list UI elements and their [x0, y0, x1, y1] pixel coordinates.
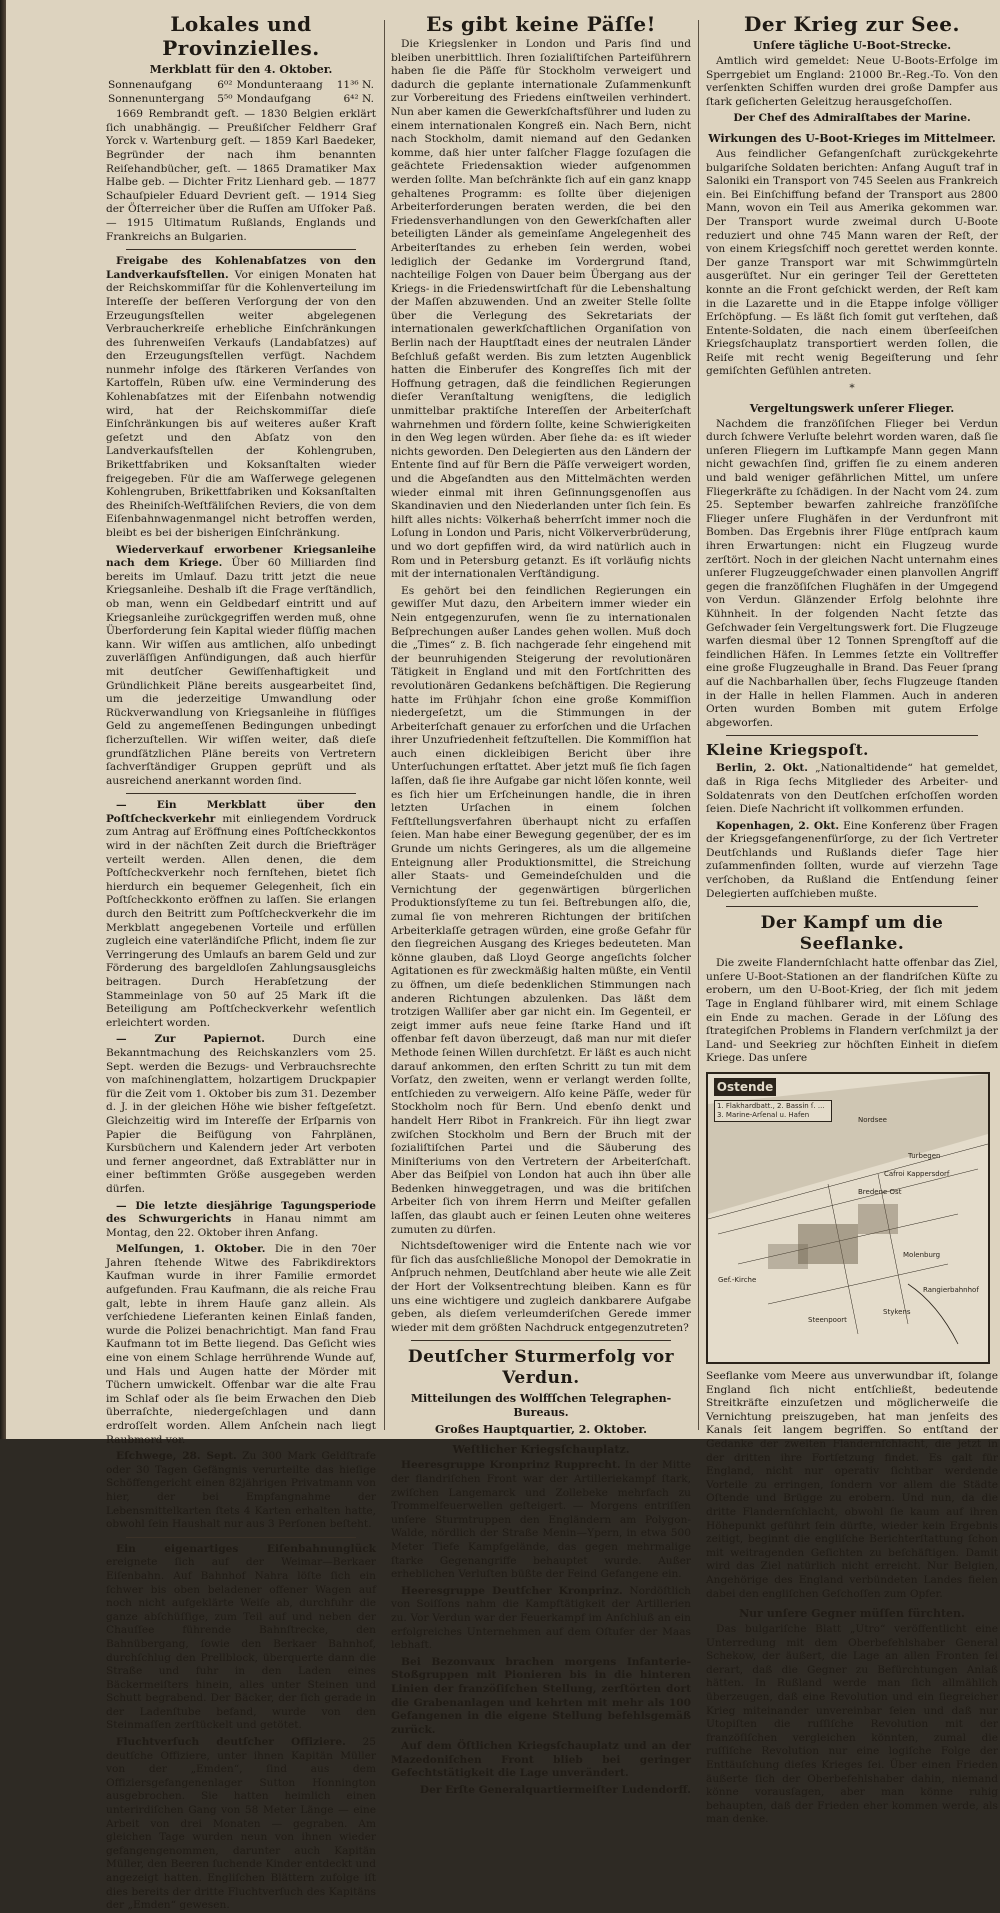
divider — [726, 906, 978, 907]
section-mediterranean: Wirkungen des U-Boot-Krieges im Mittelmeer. — [708, 131, 996, 145]
signature-admiralty: Der Chef des Admiralſtabes der Marine. — [733, 112, 971, 125]
report-rupprecht — [391, 1459, 691, 1581]
article-body: mit einliegendem Vordruck zum Antrag auf Eröffnung eines Poſtſcheckkontos wird in der nächſten Zeit durch die Briefträger verteilt werden. Allen denen, die dem Poſtſcheckverkehr noch fernſtehen, bietet ſich hierdurch ein bequemer Gelegenheit, ſich ein Poſtſcheckkonto eröffnen zu laſſen. Sie erlangen durch den Beitritt zum Poſtſcheckverkehr die im Merkblatt angegebenen Vorteile und erfüllen zugleich eine vaterländiſche Pflicht, indem ſie zur Verringerung des Umlaufs an barem Geld und zur Förderung des bargeldloſen Zahlungsausgleichs beitragen. Durch Herabſetzung der Stammeinlage von 50 auf 25 Mark iſt die Beteiligung am Poſtſcheckverkehr weſentlich erleichtert worden. — [106, 812, 377, 1029]
report-copenhagen — [706, 820, 998, 902]
article-body: In der Mitte der flandriſchen Front war der Artilleriekampf ſtark, zwiſchen Langemarck und Zollebeke mehrfach zu Trommelfeuerwellen geſteigert. — Morgens entriſſen unſere Sturmtruppen den Engländern am Polygon-Walde, nördlich der Straße Menin—Ypern, in etwa 500 Meter Tiefe Kampfgelände, das gegen mehrmalige ſtarke Gegenangriffe behauptet wurde. Außer erheblichen Verluſten büßte der Feind Gefangene ein. — [391, 1459, 691, 1581]
article-body: Die in den 70er Jahren ſtehende Witwe des Fabrikdirektors Kaufman wurde in ihrer Familie ermordet aufgefunden. Frau Kaufmann, die als reiche Frau galt, lebte in ihrem Hauſe ganz allein. Als verſchiedene Lieferanten keinen Einlaß fanden, wurde die Polizei benachrichtigt. Man fand Frau Kaufmann tot im Bette liegend. Das Geſicht wies eine von einem Schlage herrührende Wunde auf, und Hals und Augen hatte der Mörder mit Tüchern umwickelt. Offenbar war die alte Frau im Schlaf oder als ſie beim Erwachen den Dieb überraſchte, niedergeſchlagen und dann erdroſſelt worden. Allem Anſchein nach liegt Raubmord vor. — [106, 1243, 376, 1446]
article-lead: Berlin, 2. Okt. — [716, 762, 808, 775]
article-lead: Heeresgruppe Kronprinz Rupprecht. — [401, 1459, 621, 1472]
article-eschwege — [106, 1450, 376, 1532]
paragraph-eastern-front: Auf dem Öſtlichen Kriegsſchauplatz und an der Mazedoniſchen Front blieb bei geringer Gefechtstätigkeit die Lage unverändert. — [391, 1740, 691, 1780]
paragraph: Seeflanke vom Meere aus unverwundbar iſt, ſolange England ſich nicht entſchließt, bedeutende Streitkräfte einzuſetzen und möglicherweiſe die Vernichtung preiszugeben, hat man jenſeits des Kanals ſeit langem begriffen. So entſtand der Gedanke der zweiten Flandernſchlacht, die jetzt in der dritten ihre Fortſetzung findet. Es galt für England, nicht nur operativ ſichtbar werdende Vorteile zu erringen, ſondern vor allem die Städte Oſtende und Brügge zu erobern. Und nun, da die dritte Flandernſchlacht, obwohl ſie kaum auf ihren Höhepunkt geführt ſein dürfte, wieder kein Ergebnis zeitigt, beginnt die engliſche Berichterſtattung ſchon mit weitragenden Geſichten zu beſchäftigen. Damit wird das Ziel natürlich nicht erreicht. Nur Belgien, Angehörige des England verbündeten Landes fielen dabei den engliſchen Geſchoſſen zum Opfer. — [706, 1370, 998, 1600]
column-naval-war — [706, 10, 998, 1826]
headline-no-passports: Es gibt keine Päſſe! — [426, 12, 656, 36]
column-rule — [698, 20, 699, 1430]
paragraph: Das bulgariſche Blatt „Utro“ veröffentlicht eine Unterredung mit dem Oberbefehlshaber General Schekow, der äußert, die Lage an allen Fronten ſei derart, daß die Gegner zu Befürchtungen Anlaß hätten. In Rußland werde man ſich allmählich überzeugen, daß eine Revolution und ein ſiegreicher Krieg miteinander unvereinbar ſeien und daß nur Utopiſten die ruſſiſche Revolution mit der franzöſiſchen vergleichen könnten, zumal die ruſſiſche Revolution nur eine logiſche Folge der Enttäuſchung dieſes Krieges ſei. Über einen Frieden äußerte ſich der Oberbefehlshaber dahin, niemand könne vorausſagen, aber man könne ruhig behaupten, daß der Frieden eher kommen werde, als man denke. — [706, 1623, 998, 1826]
article-paper-shortage — [106, 1033, 376, 1196]
paragraph: Aus feindlicher Gefangenſchaft zurückgekehrte bulgariſche Soldaten berichten: Anfang Auguſt traf in Saloniki ein Transport von 745 Seelen aus Frankreich ein. Bei Einſchiffung befand der Transport aus 2800 Mann, wovon ein Teil aus Amerika gekommen war. Der Transport wurde zweimal durch U-Boote reduziert und ohne 745 Mann waren der Reſt, der von einem Kriegsſchiff noch gerettet werden konnte. Der ganze Transport war mit Schwimmgürteln ausgerüſtet. Nur ein geringer Teil der Geretteten konnte an die Front geſchickt werden, der Reſt kam in die Lazarette und in die Etappe infolge völliger Erſchöpfung. — Es läßt ſich ſomit gut verſtehen, daß Entente-Soldaten, die nach einem überſeeiſchen Kriegsſchauplatz transportiert werden ſollen, die Reiſe mit recht wenig Begeiſterung und ſehr gemiſchten Gefühlen antreten. — [706, 147, 998, 378]
article-lead: Heeresgruppe Deutſcher Kronprinz. — [401, 1584, 623, 1597]
article-body: ereignete ſich auf der Weimar—Berkaer Eiſenbahn. Auf Bahnhof Nahra löſte ſich ein ſchwer bis oben beladener offener Wagen auf noch nicht aufgeklärte Weiſe ab, durchfuhr die ganze abſchüſſige, zum Teil auf und neben der Chauſſee führende Bahnſtrecke, den Bahnübergang, ſowie den Berkaer Bahnhof, durchſchlug den Prellblock, überquerte dann die Straße und fuhr in den Laden eines Bäckermeiſters hinein, alles unter Steinen und Schutt begrabend. Der Bäcker, der ſich gerade in der Ladenſtube befand, wurde von den Steinmaſſen zerſtückelt und getötet. — [106, 1556, 376, 1732]
moonset-time: 11³⁶ N. — [336, 79, 374, 91]
moonrise-label: Mondaufgang — [236, 92, 312, 105]
table-row — [106, 93, 376, 107]
map-title: Ostende — [714, 1078, 776, 1096]
legend-item: 3. Marine-Arſenal u. Hafen — [717, 1111, 810, 1119]
article-lead: — Die letzte diesjährige Tagungsperiode des Schwurgerichts — [106, 1199, 376, 1226]
article-lead: Kopenhagen, 2. Okt. — [716, 819, 840, 832]
map-label: Bredene Ost — [858, 1188, 902, 1196]
article-body: Vor einigen Monaten hat der Reichskommiſſar für die Kohlenverteilung im Intereſſe der beſſeren Verſorgung der von den Erzeugungsſtellen weiter abgelegenen Verbraucherkreiſe erhebliche Einſchränkungen des ſuhrenweiſen Verkaufs (Landabſatzes) auf den Erzeugungsſtellen verfügt. Nachdem nunmehr infolge des ſtärkeren Verſandes von Kartoffeln, Rüben uſw. eine Verminderung des Kohlenabſatzes mit der Eiſenbahn notwendig wird, hat der Reichskommiſſar dieſe Einſchränkungen bis auf weiteres außer Kraft geſetzt und den Abſatz von den Landverkaufsſtellen der Kohlengruben, Brikettfabriken und Koksanſtalten wieder freigegeben. Für die am Waſſerwege gelegenen Kohlengruben, Brikettfabriken und Koksanſtalten des Rheiniſch-Weſtfäliſchen Reviers, die von dem Eiſenbahnwagenmangel nicht betroffen werden, bleibt es bei der bisherigen Einſchränkung. — [106, 268, 377, 539]
sunrise-time: 6⁰² — [217, 79, 233, 91]
article-coal — [106, 255, 376, 540]
divider — [126, 249, 356, 250]
headline-war-at-sea: Der Krieg zur See. — [743, 12, 960, 36]
sunset-label: Sonnenuntergang — [108, 92, 205, 105]
article-melsungen — [106, 1243, 376, 1447]
map-label: Rangierbahnhof — [923, 1286, 979, 1294]
map-label: Molenburg — [903, 1251, 941, 1259]
asterisk-separator: * — [849, 382, 855, 395]
article-body: in Hanau nimmt am Montag, den 22. Oktober ihren Anfang. — [106, 1213, 376, 1239]
dateline: Großes Hauptquartier, 2. Oktober. — [435, 1423, 647, 1437]
table-row — [106, 79, 376, 93]
section-title-local: Lokales und Provinzielles. — [162, 12, 320, 60]
map-label: Steenpoort — [808, 1316, 847, 1324]
article-court-session — [106, 1200, 376, 1241]
sunrise-label: Sonnenaufgang — [108, 79, 193, 91]
map-label: Nordsee — [858, 1116, 887, 1124]
map-label: Stykens — [883, 1308, 911, 1316]
newspaper-page — [6, 0, 1000, 1912]
article-lead: Ein eigenartiges Eiſenbahnunglück — [116, 1542, 376, 1555]
article-body: Nordöſtlich von Soiſſons nahm die Kampftätigkeit der Artillerien zu. Vor Verdun war der Feuerkampf im Anſchluß an ein erfolgreiches Unternehmen auf dem Oſtufer der Maas lebhaft. — [391, 1584, 691, 1652]
section-opponents-fear: Nur unſere Gegner müſſen fürchten. — [739, 1607, 965, 1621]
map-label: Turbegen — [908, 1152, 941, 1160]
divider — [411, 1340, 671, 1341]
town-block — [768, 1244, 808, 1269]
subheading-uboat: Unſere tägliche U-Boot-Strecke. — [752, 39, 952, 52]
paragraph: Die zweite Flandernſchlacht hatte offenbar das Ziel, unſere U-Boot-Stationen an der flandriſchen Küſte zu erobern, um den U-Boot-Krieg, der ſich mit jedem Tage in England fühlbarer wird, mit einem Schlage ein Ende zu machen. Gerade in der Löſung des ſtrategiſchen Problems in Flandern verſchmilzt ja der Land- und Seekrieg zur höchſten Einheit in dieſem Kriege. Das unſere — [706, 957, 998, 1065]
map-legend — [714, 1100, 832, 1122]
paragraph: Es gehört bei den feindlichen Regierungen ein gewiſſer Mut dazu, den Arbeitern immer wieder ein Nein entgegenzurufen, wenn ſie zu internationalen Beſprechungen außer Landes gehen wollen. Muß doch die „Times“ z. B. ſich nachgerade ſehr eingehend mit der beunruhigenden Steigerung der revolutionären Tätigkeit in England und mit den Fortſchritten des revolutionären Gedankens beſchäftigen. Die Regierung hatte im Frühjahr ſchon eine große Kommiſſion niedergeſetzt, um die Stimmungen in der Arbeiterſchaft genauer zu erforſchen und die Urſachen ihrer Unzufriedenheit feſtzuſtellen. Die Kommiſſion hat auch einen dickleibigen Bericht über ihre Unterſuchungen erſtattet. Aber jetzt muß ſie ſich ſagen laſſen, daß ſie ihre Aufgabe gar nicht löſen konnte, weil es ſich hier um Erſcheinungen handle, die in ihren letzten Urſachen in einem ſolchen Feſtſtellungsverfahren überhaupt nicht zu erfaſſen ſeien. Man habe einer Bewegung gegenüber, der es im Grunde um nichts Geringeres, als um die allgemeine Enteignung aller Produktionsmittel, die Streichung aller Staats- und Gemeindeſchulden und die Vernichtung der gegenwärtigen bürgerlichen Produktionsſyſteme zu tun ſei. Beſtrebungen alſo, die, zumal ſie von mehreren Richtungen der britiſchen Arbeiterklaſſe getragen würden, eine große Gefahr für den ſiegreichen Ausgang des Krieges bedeuteten. Man könne glauben, daß Lloyd George angeſichts ſolcher Agitationen es für zweckmäßig halten müßte, ein Ventil zu öffnen, um dieſe bedenklichen Stimmungen nach anderen Richtungen abzulenken. Das läßt dem trotzigen Walliſer aber gar nicht ein. Im Gegenteil, er zeigt immer aufs neue feine ſtarke Hand und iſt offenbar feſt davon überzeugt, daß man nur mit dieſer Methode ſeinen Willen durchſetzt. Er läßt es auch nicht darauf ankommen, den erſten Schritt zu tun mit dem Vorſatz, den zweiten, wenn er verlangt werden ſollte, entſchieden zu verweigern. Alſo keine Päſſe, weder für Stockholm noch für Bern. Und ebenſo denkt und handelt Herr Ribot in Frankreich. Für ihn liegt zwar zwiſchen Stockholm und Bern der Bruch mit der ſozialiſtiſchen Partei und die Säuberung des Miniſteriums von den Vertretern der Arbeiterſchaft. Aber das Beiſpiel von London hat auch ihn über alle Bedenken hinweggetragen, und was die britiſchen Arbeiter ſich von ihrem Herrn und Meiſter gefallen laſſen, das glaubt auch er ſeinen Leuten ohne weiteres zumuten zu dürfen. — [391, 584, 691, 1236]
moonrise-time: 6⁴² N. — [343, 92, 374, 105]
almanac-text: 1669 Rembrandt geſt. — 1830 Belgien erklärt ſich unabhängig. — Preußiſcher Feldherr Graf Yorck v. Wartenburg geſt. — 1859 Karl Baedeker, Begründer der nach ihm benannten Reiſehandbücher, geſt. — 1865 Dramatiker Max Halbe geb. — Dichter Fritz Lienhard geb. — 1877 Schauſpieler Eduard Devrient geſt. — 1914 Sieg der Öſterreicher über die Ruſſen am Uſſoker Paß. — 1915 Ultimatum Rußlands, Englands und Frankreichs an Bulgarien. — [106, 108, 376, 243]
article-body: 25 deutſche Offiziere, unter ihnen Kapitän Müller von der „Emden“, ſind aus dem Offiziersgefangenenlager Sutton Honnington ausgebrochen. Sie hatten heimlich einen unterirdiſchen Gang von 58 Meter Länge — eine Arbeit von drei Monaten — gegraben. Am gleichen Tage wurden neun von ihnen wieder gefangengenommen, darunter auch Kapitän Müller, den Beeren ſuchende Kinder entdeckt und angezeigt hatten. Engliſchen Blättern zufolge iſt dies bereits der dritte Fluchtverſuch des Kapitäns der „Emden“ gewesen. — [106, 1736, 376, 1912]
paragraph: Nichtsdeſtoweniger wird die Entente nach wie vor für ſich das ausſchließliche Monopol der Demokratie in Anſpruch nehmen, Deutſchland aber heute wie alle Zeit der Hort der Volksentrechtung bleiben. Kann es für uns eine wichtigere und zugleich dankbarere Aufgabe geben, als dieſem verleumderiſchen Gerede immer wieder mit dem größten Nachdruck entgegenzutreten? — [391, 1240, 691, 1334]
article-body: „Nationaltidende“ hat gemeldet, daß in Riga ſechs Mitglieder des Arbeiter- und Soldatenrats von den Deutſchen erſchoſſen worden ſeien. Dieſe Nachricht iſt vollkommen erfunden. — [706, 762, 998, 816]
section-western-front: Weſtlicher Kriegsſchauplatz. — [452, 1443, 630, 1457]
moonset-label: Mondunteraang — [236, 79, 323, 91]
article-postal-cheque — [106, 799, 376, 1030]
article-body: Durch eine Bekanntmachung des Reichskanzlers vom 25. Sept. werden die Bezugs- und Verbrauchsrechte von maſchinenglattem, holzartigem Druckpapier für die Zeit vom 1. Oktober bis zum 31. Dezember d. J. in der gleichen Höhe wie bisher feſtgeſetzt. Gleichzeitig wird im Intereſſe der Erſparnis von Papier die Beifügung von Fahrplänen, Kursbüchern und Kalendern jeder Art verboten und ferner angeordnet, daß Extrablätter nur in einer beſtimmten Größe ausgegeben werden dürfen. — [106, 1033, 376, 1195]
divider — [726, 735, 978, 736]
almanac-heading: Merkblatt für den 4. Oktober. — [149, 63, 333, 76]
article-lead: Melſungen, 1. Oktober. — [116, 1243, 266, 1256]
paragraph-bezonvaux: Bei Bezonvaux brachen morgens Infanterie-Stoßgruppen mit Pionieren bis in die hinteren Linien der franzöſiſchen Stellung, zerſtörten dort die Grabenanlagen und kehrten mit mehr als 100 Gefangenen in die eigene Stellung befehlsgemäß zurück. — [391, 1655, 691, 1736]
article-lead: — Ein Merkblatt über den Poſtſcheckverkehr — [106, 799, 376, 825]
paragraph: Amtlich wird gemeldet: Neue U-Boots-Erfolge im Sperrgebiet um England: 21000 Br.-Reg.-To. Von den verſenkten Schiffen wurden drei große Dampfer aus ſtark geſicherten Geleitzug herausgeſchoſſen. — [706, 55, 998, 108]
article-war-bonds — [106, 544, 376, 789]
column-rule — [384, 20, 385, 1430]
paragraph: Nachdem die franzöſiſchen Flieger bei Verdun durch ſchwere Verluſte belehrt worden waren, daß ſie unſeren Fliegern im Luftkampfe Mann gegen Mann nicht gewachſen ſind, griffen ſie zu einem anderen und bald weniger gefährlichen Mittel, um unſere Fliegerkräfte zu ſchädigen. In der Nacht vom 24. zum 25. September bewarfen zahlreiche franzöſiſche Flieger unſere Flughäfen in der Verdunfront mit Bomben. Das Ergebnis ihrer Flüge entſprach kaum ihren Erwartungen: nicht ein Flugzeug wurde zerſtört. Noch in der gleichen Nacht unternahm eines unſerer Flugzeuggeſchwader einen planvollen Angriff gegen die franzöſiſchen Flughäfen in der Umgegend von Verdun. Glänzender Erfolg belohnte ihre Kühnheit. In der folgenden Nacht ſetzte das Geſchwader ſein Vergeltungswerk fort. Die Flugzeuge warfen diesmal über 12 Tonnen Sprengſtoff auf die feindlichen Häfen. In Lemmes ſetzte ein Volltreffer eine große Flugzeughalle in Brand. Das Feuer ſprang auf die Nachbarhallen über, ſechs Flugzeuge ſtanden in der Halle in hellen Flammen. Auch in anderen Orten wurden Bomben mit gutem Erfolge abgeworfen. — [706, 417, 998, 729]
report-berlin — [706, 762, 998, 816]
article-railway-accident — [106, 1543, 376, 1733]
railway — [768, 1264, 948, 1304]
section-retaliation: Vergeltungswerk unſerer Flieger. — [749, 401, 955, 415]
sun-moon-table — [106, 79, 376, 106]
article-lead: Freigabe des Kohlenabſatzes von den Landverkaufsſtellen. — [106, 255, 376, 281]
town-block — [858, 1204, 898, 1234]
article-body: Zu 300 Mark Geldſtrafe oder 30 Tagen Gefängnis verurteilte das hieſige Schöffengericht einen 82jährigen Privatmann von hier, der bei Empfangnahme der Lebensmittelkarten ſtets 4 Karten erhalten hatte, obwohl ſein Haushalt nur aus 3 Perſonen beſteht. — [106, 1450, 376, 1531]
article-escape-attempt — [106, 1736, 376, 1913]
article-body: Über 60 Milliarden ſind bereits im Umlauf. Dazu tritt jetzt die neue Kriegsanleihe. Deshalb iſt die Frage verſtändlich, ob man, wenn ein Geldbedarf eintritt und auf Kriegsanleihe zurückgegriffen werden muß, ohne Überforderung ſein Kapital wieder flüſſig machen kann. Wir wiſſen aus amtlichen, alſo unbedingt zuverläſſigen Anfündigungen, daß auch hierfür mit deutſcher Gewiſſenhaftigkeit und Gründlichkeit Pläne bereits ausgearbeitet ſind, um die jederzeitige Umwandlung oder Rückverwandlung von Kriegsanleihe in flüſſiges Geld zu angemeſſenen Bedingungen unbedingt ſicherzuſtellen. Wir wiſſen weiter, daß dieſe grundſätzlichen Pläne bereits von Vertretern ſachverſtändiger Gruppen geprüft und als ausreichend anerkannt worden ſind. — [106, 557, 376, 787]
article-lead: Wiederverkauf erworbener Kriegsanleihe nach dem Kriege. — [106, 543, 376, 570]
paragraph: Die Kriegslenker in London und Paris ſind und bleiben unerbittlich. Ihren ſozialiſtiſchen Parteiführern haben ſie die Päſſe für Stockholm verweigert und dadurch die geplante internationale Zuſammenkunft zur Vorbereitung des Friedens einſtweilen verhindert. Nun aber kamen die Gewerkſchaftsführer und luden zu einem internationalen Kongreß ein. Nach Bern, nicht nach Stockholm, damit niemand auf den Gedanken komme, daß hier unter falſcher Flagge ſozuſagen die geächtete Friedensaktion wieder aufgenommen werden ſollte. Man beſchränkte ſich auf ein ganz knapp gehaltenes Programm: es ſollte über diejenigen Arbeiterforderungen beraten werden, die bei den Friedensverhandlungen von den Gewerkſchaften aller beteiligten Länder als gemeinſame Angelegenheit des Arbeiterſtandes zu erheben ſein werden, wobei lediglich der Gedanke im Vordergrund ſtand, nachteilige Folgen von Dauer beim Übergang aus der Kriegs- in die Friedenswirtſchaft für die Lebenshaltung der Maſſen abzuwenden. Und an zweiter Stelle ſollte über die Verlegung des Sekretariats der internationalen gewerkſchaftlichen Organiſation von Berlin nach der Hauptſtadt eines der neutralen Länder Beſchluß gefaßt werden. Bis zum letzten Augenblick hatten die Einberufer des Kongreſſes ſich mit der Hoffnung getragen, daß die feindlichen Regierungen dieſer Veranſtaltung wenigſtens, die lediglich unmittelbar praktiſche Intereſſen der Arbeiterſchaft wahrnehmen und fördern ſollte, keine Schwierigkeiten in den Weg legen würden. Aber ſiehe da: es iſt wieder nichts geworden. Den Delegierten aus den Ländern der Entente ſind auf für Bern die Päſſe verweigert worden, und die Abgeſandten aus den Mittelmächten werden wieder einmal mit ihren Geſinnungsgenoſſen aus Skandinavien und den Niederlanden unter ſich ſein. Es hilft alles nichts: Völkerhaß beherrſcht immer noch die Loſung in London und Paris, nicht Völkerverbrüderung, und wo dort gepfiffen wird, da wird natürlich auch in Rom und in Petersburg getanzt. Es iſt vorläufig nichts mit der internationalen Verſtändigung. — [391, 38, 691, 581]
sunset-time: 5⁵⁰ — [217, 92, 233, 105]
legend-item: 1. Flakhardbatt., 2. Bassin ſ. ... — [717, 1102, 825, 1110]
article-lead: — Zur Papiernot. — [116, 1033, 265, 1046]
ostende-map — [706, 1072, 990, 1364]
column-local-news — [106, 10, 377, 1912]
article-body: Eine Konferenz über Fragen der Kriegsgefangenenfürſorge, zu der ſich Vertreter Deutſchlands und Rußlands dieſer Tage hier zuſammenfinden ſollten, wurde auf vierzehn Tage verſchoben, da Rußland die Entſendung ſeiner Delegierten aufſchieben mußte. — [706, 819, 998, 900]
headline-small-war-post: Kleine Kriegspoſt. — [706, 741, 869, 760]
divider — [126, 1537, 356, 1538]
article-lead: Fluchtverſuch deutſcher Offiziere. — [116, 1736, 346, 1749]
divider — [126, 793, 356, 794]
article-lead: Eſchwege, 28. Sept. — [116, 1450, 237, 1463]
headline-sea-flank: Der Kampf um die Seeflanke. — [760, 913, 944, 955]
report-crown-prince — [391, 1585, 691, 1653]
wire-service-line: Mitteilungen des Wolffſchen Telegraphen-Bureaus. — [410, 1392, 672, 1420]
column-politics — [391, 10, 691, 1797]
map-label: Cafroi Kappersdorf — [884, 1170, 950, 1178]
map-label: Gef.-Kirche — [718, 1276, 757, 1284]
headline-verdun: Deutſcher Sturmerfolg vor Verdun. — [407, 1347, 675, 1389]
signature-ludendorff: Der Erſte Generalquartiermeiſter Ludendorff. — [419, 1784, 691, 1797]
